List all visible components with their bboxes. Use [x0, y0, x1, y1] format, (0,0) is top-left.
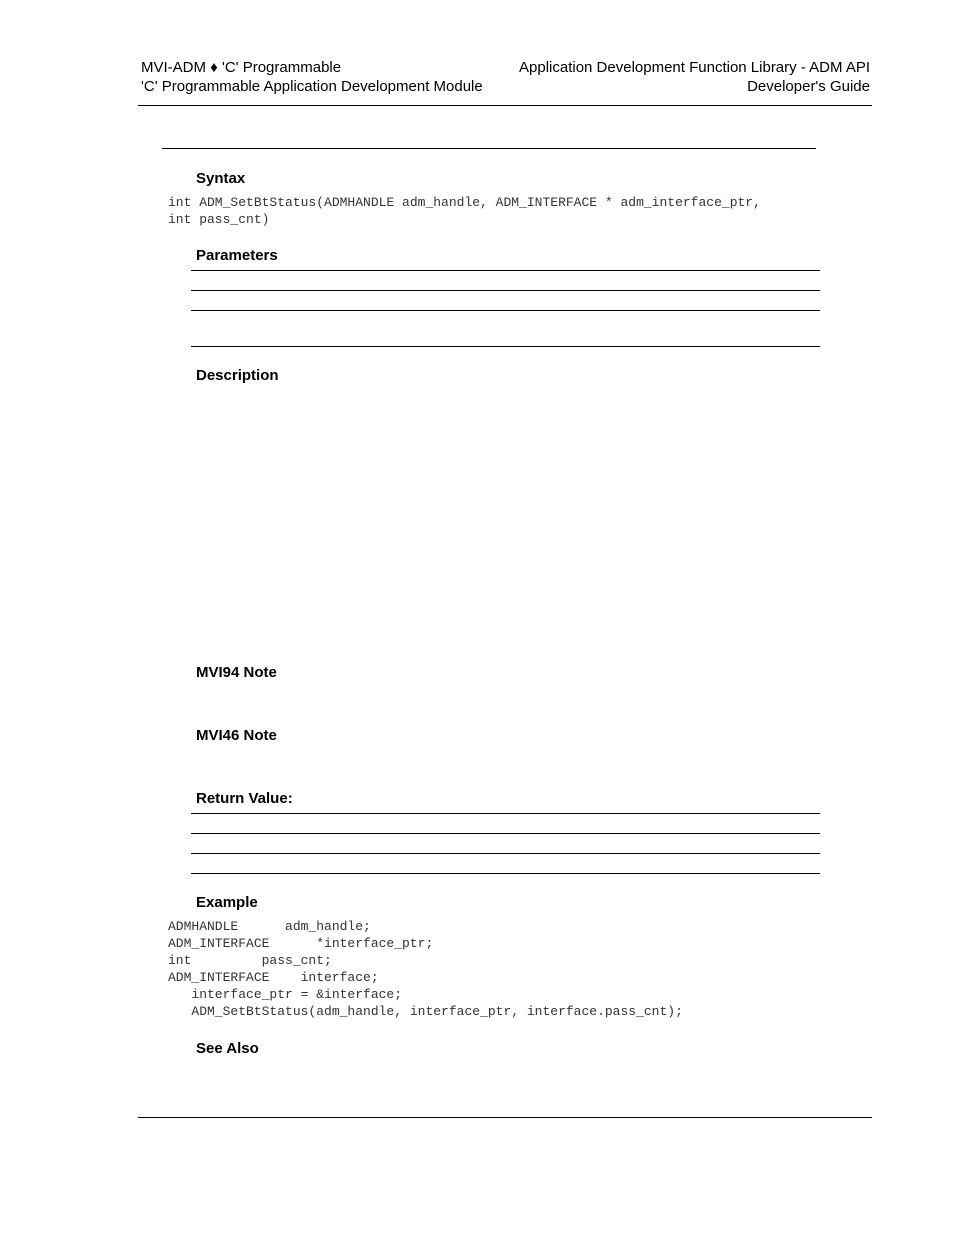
example-code-line: interface_ptr = &interface; — [168, 987, 403, 1002]
parameters-heading: Parameters — [196, 247, 278, 264]
return-value-table-rule — [191, 813, 820, 814]
return-value-table-rule — [191, 853, 820, 854]
header-module-title: MVI-ADM ♦ 'C' Programmable — [141, 59, 342, 76]
header-module-subtitle: 'C' Programmable Application Development Module — [141, 78, 483, 95]
mvi46-note-heading: MVI46 Note — [196, 727, 277, 744]
description-heading: Description — [196, 367, 279, 384]
function-title-rule — [162, 148, 816, 149]
syntax-code-line-2: int pass_cnt) — [168, 212, 270, 227]
syntax-code-line-1: int ADM_SetBtStatus(ADMHANDLE adm_handle, ADM_INTERFACE * adm_interface_ptr, — [168, 195, 761, 210]
example-code-line: ADM_INTERFACE interface; — [168, 970, 379, 985]
parameters-table-rule — [191, 270, 820, 271]
parameters-table-rule — [191, 346, 820, 347]
parameters-table-rule — [191, 290, 820, 291]
page-header-left — [141, 58, 483, 96]
header-doc-title: Application Development Function Library - ADM API — [519, 59, 870, 76]
parameters-table-rule — [191, 310, 820, 311]
example-code-line: ADMHANDLE adm_handle; — [168, 919, 371, 934]
syntax-heading: Syntax — [196, 170, 246, 187]
footer-divider — [138, 1117, 872, 1118]
return-value-table-rule — [191, 833, 820, 834]
mvi94-note-heading: MVI94 Note — [196, 664, 277, 681]
example-code-line: int pass_cnt; — [168, 953, 332, 968]
page-header-right — [519, 58, 870, 96]
header-doc-subtitle: Developer's Guide — [747, 78, 870, 95]
see-also-heading: See Also — [196, 1040, 259, 1057]
example-code-line: ADM_INTERFACE *interface_ptr; — [168, 936, 434, 951]
return-value-heading: Return Value: — [196, 790, 293, 807]
example-code-line: ADM_SetBtStatus(adm_handle, interface_ptr, interface.pass_cnt); — [168, 1004, 683, 1019]
header-divider — [138, 105, 872, 106]
return-value-table-rule — [191, 873, 820, 874]
example-heading: Example — [196, 894, 258, 911]
